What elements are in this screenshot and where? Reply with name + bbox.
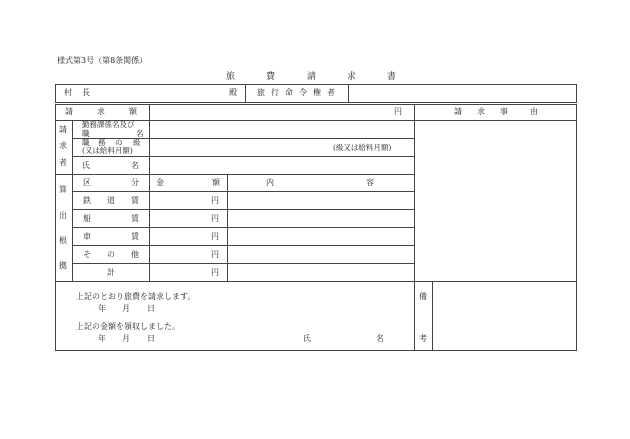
claim-reason-char: 事 bbox=[500, 107, 508, 116]
col-amount-char: 額 bbox=[212, 178, 220, 187]
claim-reason-char: 由 bbox=[530, 107, 538, 116]
claim-month-label: 月 bbox=[122, 304, 130, 313]
claim-reason-char: 求 bbox=[477, 107, 485, 116]
col-category-char: 区 bbox=[83, 178, 91, 187]
grade-note: (級又は給料月額) bbox=[333, 143, 392, 152]
signature-name-char: 氏 bbox=[303, 334, 311, 343]
claim-amount-char: 請 bbox=[65, 107, 73, 116]
form-number: 様式第3号（第8条関係） bbox=[57, 56, 148, 65]
orderer-char: 者 bbox=[327, 88, 335, 97]
dept-label-char: 名 bbox=[136, 129, 144, 138]
remarks-char: 備 bbox=[419, 292, 427, 301]
addressee-char: 村 bbox=[64, 88, 72, 97]
col-details-char: 内 bbox=[266, 178, 274, 187]
orderer-char: 旅 bbox=[257, 88, 265, 97]
calculation-char: 出 bbox=[59, 211, 67, 220]
row-label-char: 計 bbox=[107, 268, 115, 277]
claim-reason-field[interactable] bbox=[415, 121, 575, 280]
col-amount-char: 金 bbox=[156, 178, 164, 187]
dept-label-line1: 勤務課係名及び bbox=[82, 120, 135, 129]
title-char: 請 bbox=[307, 72, 317, 82]
addressee-char: 長 bbox=[82, 88, 90, 97]
railway-amount-field[interactable] bbox=[150, 192, 208, 208]
row-label-char: 車 bbox=[83, 232, 91, 241]
car-unit: 円 bbox=[211, 232, 219, 241]
total-unit: 円 bbox=[211, 268, 219, 277]
grade-label-char: の bbox=[115, 138, 123, 147]
claimant-char: 者 bbox=[59, 158, 67, 167]
col-category-char: 分 bbox=[131, 178, 139, 187]
grade-label-line2: (又は給料月額) bbox=[82, 146, 133, 155]
signature-field[interactable] bbox=[290, 315, 410, 348]
row-label-char: 道 bbox=[107, 196, 115, 205]
row-label-char: そ bbox=[83, 250, 91, 259]
row-label-char: 他 bbox=[131, 250, 139, 259]
title-char: 書 bbox=[387, 72, 397, 82]
title-char: 旅 bbox=[226, 72, 236, 82]
calculation-char: 拠 bbox=[59, 261, 67, 270]
dept-label-char: 職 bbox=[82, 129, 90, 138]
other-amount-field[interactable] bbox=[150, 246, 208, 262]
row-label-char: 賃 bbox=[131, 196, 139, 205]
car-details-field[interactable] bbox=[228, 228, 413, 244]
travel-orderer-field[interactable] bbox=[349, 85, 575, 101]
total-details-field[interactable] bbox=[228, 264, 413, 280]
car-amount-field[interactable] bbox=[150, 228, 208, 244]
row-label-char: 賃 bbox=[131, 214, 139, 223]
other-unit: 円 bbox=[211, 250, 219, 259]
honorific-label: 殿 bbox=[229, 88, 237, 97]
title-char: 費 bbox=[266, 72, 276, 82]
other-details-field[interactable] bbox=[228, 246, 413, 262]
orderer-char: 行 bbox=[271, 88, 279, 97]
total-amount-field[interactable] bbox=[150, 264, 208, 280]
railway-details-field[interactable] bbox=[228, 192, 413, 208]
receipt-month-label: 月 bbox=[122, 334, 130, 343]
claim-day-label: 日 bbox=[147, 304, 155, 313]
remarks-char: 考 bbox=[419, 334, 427, 343]
signature-name-char: 名 bbox=[376, 334, 384, 343]
ship-unit: 円 bbox=[211, 214, 219, 223]
remarks-field[interactable] bbox=[433, 282, 575, 349]
orderer-char: 命 bbox=[285, 88, 293, 97]
grade-label-char: 級 bbox=[133, 138, 141, 147]
claim-amount-field[interactable] bbox=[150, 105, 390, 119]
receipt-day-label: 日 bbox=[147, 334, 155, 343]
row-label-char: 鉄 bbox=[83, 196, 91, 205]
claim-reason-char: 請 bbox=[454, 107, 462, 116]
dept-field[interactable] bbox=[150, 121, 413, 137]
name-label-char: 名 bbox=[131, 161, 139, 170]
receipt-statement: 上記の金額を領収しました。 bbox=[76, 322, 180, 331]
claimant-char: 請 bbox=[59, 125, 67, 134]
col-details-char: 容 bbox=[366, 178, 374, 187]
grade-label-char: 務 bbox=[98, 138, 106, 147]
name-field[interactable] bbox=[150, 157, 413, 173]
receipt-year-label: 年 bbox=[98, 334, 106, 343]
calculation-char: 根 bbox=[59, 236, 67, 245]
claim-amount-char: 額 bbox=[129, 107, 137, 116]
ship-details-field[interactable] bbox=[228, 210, 413, 226]
row-label-char: の bbox=[107, 250, 115, 259]
row-label-char: 賃 bbox=[131, 232, 139, 241]
claim-statement: 上記のとおり旅費を請求します。 bbox=[76, 292, 196, 301]
orderer-char: 令 bbox=[299, 88, 307, 97]
row-label-char: 船 bbox=[83, 214, 91, 223]
claim-amount-char: 求 bbox=[97, 107, 105, 116]
claim-amount-unit: 円 bbox=[394, 107, 402, 116]
orderer-char: 権 bbox=[313, 88, 321, 97]
name-label-char: 氏 bbox=[82, 161, 90, 170]
railway-unit: 円 bbox=[211, 196, 219, 205]
claim-year-label: 年 bbox=[98, 304, 106, 313]
grade-label-char: 職 bbox=[82, 138, 90, 147]
calculation-char: 算 bbox=[59, 185, 67, 194]
claimant-char: 求 bbox=[59, 141, 67, 150]
grade-field[interactable] bbox=[150, 139, 330, 155]
ship-amount-field[interactable] bbox=[150, 210, 208, 226]
title-char: 求 bbox=[347, 72, 357, 82]
